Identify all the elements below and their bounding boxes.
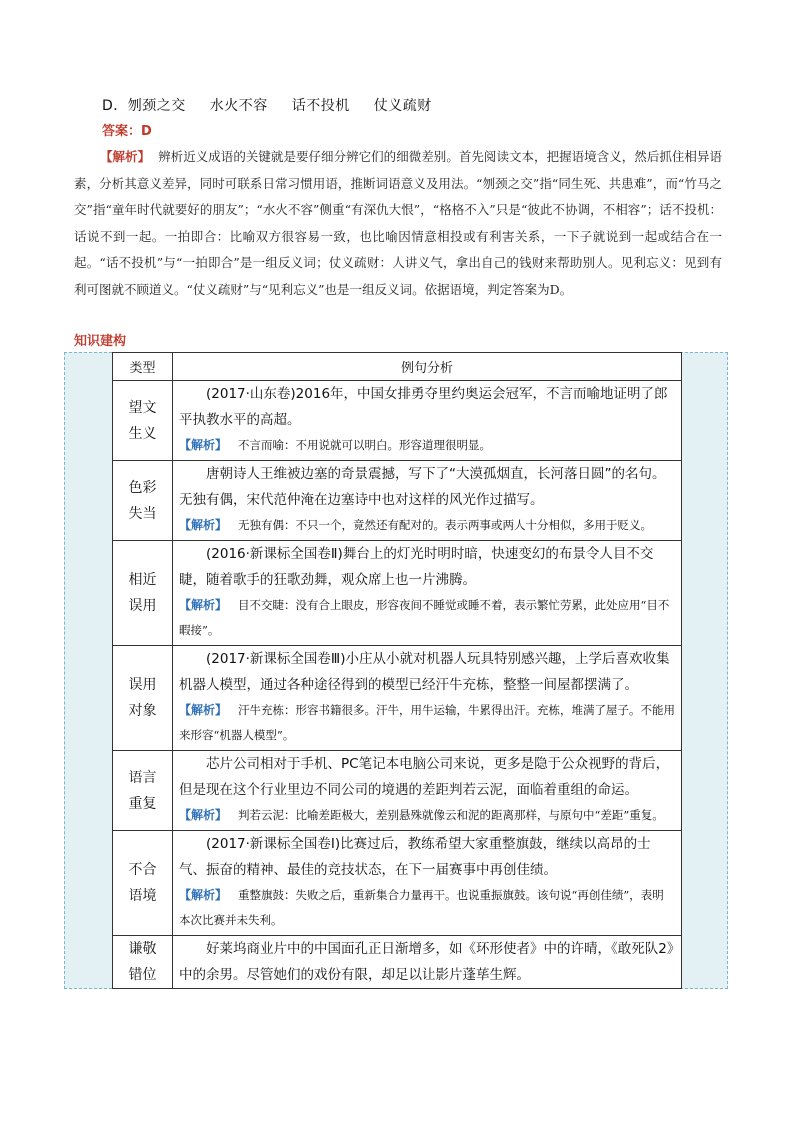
header-analysis: 例句分析 — [173, 353, 682, 381]
row-content — [173, 751, 682, 831]
row-content — [173, 646, 682, 751]
example-note — [179, 513, 675, 540]
note-text: 汗牛充栋：形容书籍很多。汗牛，用牛运输，牛累得出汗。充栋，堆满了屋子。不能用来形容“机器人模型”。 — [179, 703, 675, 742]
row-content — [173, 461, 682, 541]
note-label: 【解析】 — [179, 598, 228, 612]
answer-line: 答案：D — [102, 124, 152, 139]
row-type: 不合 语境 — [113, 831, 173, 936]
table-row — [113, 831, 682, 936]
row-content — [173, 936, 682, 989]
note-label: 【解析】 — [179, 808, 228, 822]
note-label: 【解析】 — [179, 518, 228, 532]
example-note — [179, 803, 675, 830]
note-label: 【解析】 — [179, 888, 228, 902]
example-note — [179, 593, 675, 645]
option-d-letter: D． — [102, 98, 128, 114]
row-type: 相近 误用 — [113, 541, 173, 646]
note-label: 【解析】 — [179, 703, 228, 717]
example-note — [179, 883, 675, 935]
table-header-row — [113, 353, 682, 381]
table-row — [113, 381, 682, 461]
row-type: 色彩 失当 — [113, 461, 173, 541]
example-sentence: (2017·新课标全国卷Ⅲ)小庄从小就对机器人玩具特别感兴趣，上学后喜欢收集机器人模型，通过各种途径得到的模型已经汗牛充栋，整整一间屋都摆满了。 — [179, 651, 670, 693]
example-note — [179, 698, 675, 750]
note-label: 【解析】 — [179, 438, 228, 452]
option-d — [102, 95, 456, 115]
note-text: 目不交睫：没有合上眼皮，形容夜间不睡觉或睡不着，表示繁忙劳累，此处应用“目不暇接”。 — [179, 598, 670, 637]
analysis-tag: 【解析】 — [100, 149, 151, 164]
row-type: 语言 重复 — [113, 751, 173, 831]
row-content — [173, 381, 682, 461]
example-note — [179, 433, 675, 460]
table-row — [113, 541, 682, 646]
row-type: 谦敬 错位 — [113, 936, 173, 989]
option-d-item-2: 水火不容 — [209, 98, 268, 114]
example-sentence: 唐朝诗人王维被边塞的奇景震撼，写下了“大漠孤烟直，长河落日圆”的名句。无独有偶，宋代范仲淹在边塞诗中也对这样的风光作过描写。 — [179, 466, 666, 508]
option-d-item-4: 仗义疏财 — [373, 98, 432, 114]
row-type: 望文 生义 — [113, 381, 173, 461]
analysis-paragraph — [74, 144, 722, 303]
example-sentence: (2017·山东卷)2016年，中国女排勇夺里约奥运会冠军，不言而喻地证明了郎平执教水平的高超。 — [179, 386, 668, 428]
analysis-text: 辨析近义成语的关键就是要仔细分辨它们的细微差别。首先阅读文本，把握语境含义，然后抓住相异语素，分析其意义差异，同时可联系日常习惯用语，推断词语意义及用法。“刎颈之交”指“同生死、共患难”，而“竹马之交”指“童年时代就要好的朋友”；“水火不容”侧重“有深仇大恨”，“格格不入”只是“彼此不协调，不相容”；话不投机：话说不到一起。一拍即合：比喻双方很容易一致，也比喻因情意相投或有利害关系，一下子就说到一起或结合在一起。“话不投机”与“一拍即合”是一组反义词；仗义疏财：人讲义气，拿出自己的钱财来帮助别人。见利忘义：见到有利可图就不顾道义。“仗义疏财”与“见利忘义”也是一组反义词。依据语境，判定答案为D。 — [74, 149, 722, 297]
knowledge-table — [112, 352, 682, 989]
example-sentence: 芯片公司相对于手机、PC笔记本电脑公司来说，更多是隐于公众视野的背后，但是现在这个行业里边不同公司的境遇的差距判若云泥，面临着重组的命运。 — [179, 756, 670, 798]
note-text: 无独有偶：不只一个，竟然还有配对的。表示两事或两人十分相似，多用于贬义。 — [237, 518, 652, 532]
note-text: 不言而喻：不用说就可以明白。形容道理很明显。 — [237, 438, 491, 452]
option-d-item-1: 刎颈之交 — [127, 98, 186, 114]
row-content — [173, 541, 682, 646]
table-body — [113, 381, 682, 989]
table-row — [113, 936, 682, 989]
option-d-item-3: 话不投机 — [291, 98, 350, 114]
section-title: 知识建构 — [74, 334, 127, 349]
note-text: 重整旗鼓：失败之后，重新集合力量再干。也说重振旗鼓。该句说“再创佳绩”，表明本次比赛并未失利。 — [179, 888, 664, 927]
example-sentence: 好莱坞商业片中的中国面孔正日渐增多，如《环形使者》中的许晴，《敢死队2》中的余男。尽管她们的戏份有限，却足以让影片蓬荜生辉。 — [179, 941, 674, 983]
table-row — [113, 646, 682, 751]
table-row — [113, 461, 682, 541]
row-type: 误用 对象 — [113, 646, 173, 751]
note-text: 判若云泥：比喻差距极大，差别悬殊就像云和泥的距离那样，与原句中“差距”重复。 — [237, 808, 664, 822]
row-content — [173, 831, 682, 936]
header-type: 类型 — [113, 353, 173, 381]
table-row — [113, 751, 682, 831]
example-sentence: (2016·新课标全国卷Ⅱ)舞台上的灯光时明时暗，快速变幻的布景令人目不交睫，随着歌手的狂歌劲舞，观众席上也一片沸腾。 — [179, 546, 654, 588]
example-sentence: (2017·新课标全国卷Ⅰ)比赛过后，教练希望大家重整旗鼓，继续以高昂的士气、振奋的精神、最佳的竞技状态，在下一届赛事中再创佳绩。 — [179, 836, 651, 878]
